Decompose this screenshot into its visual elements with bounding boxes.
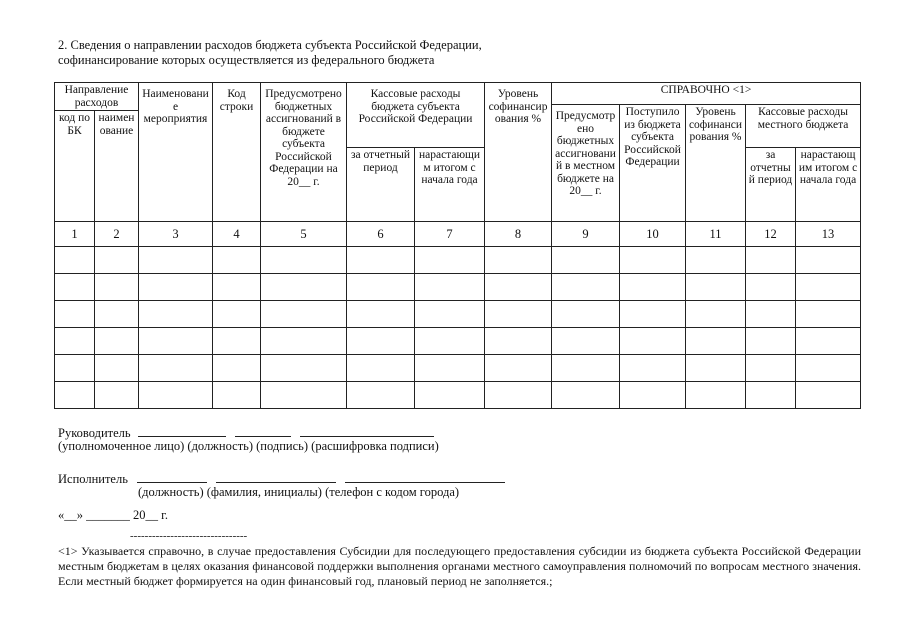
table-cell[interactable]: [552, 328, 620, 355]
header-line-code: Код строки: [213, 83, 261, 222]
table-cell[interactable]: [620, 247, 686, 274]
table-cell[interactable]: [139, 274, 213, 301]
table-cell[interactable]: [139, 328, 213, 355]
table-cell[interactable]: [686, 355, 746, 382]
column-number: 12: [746, 222, 796, 247]
table-cell[interactable]: [485, 301, 552, 328]
head-caption: (уполномоченное лицо) (должность) (подпись) (расшифровка подписи): [58, 439, 439, 453]
table-cell[interactable]: [415, 247, 485, 274]
table-cell[interactable]: [485, 247, 552, 274]
header-cumulative: нарастающим итогом с начала года: [415, 148, 485, 222]
table-cell[interactable]: [552, 355, 620, 382]
table-cell[interactable]: [746, 301, 796, 328]
table-cell[interactable]: [746, 274, 796, 301]
column-number: 7: [415, 222, 485, 247]
table-cell[interactable]: [485, 382, 552, 409]
table-cell[interactable]: [55, 274, 95, 301]
footnote-text: <1> Указывается справочно, в случае предоставления Субсидии для последующего предоставления субсидии из бюджета субъекта Российской Федерации местным бюджетам в целях оказания финансовой поддержки выполнения органами местного самоуправления полномочий по вопросам местного значения. Если местный бюджет формируется на один финансовый год, плановый период не заполняется.;: [58, 544, 861, 588]
column-number: 6: [347, 222, 415, 247]
table-row: [55, 355, 861, 382]
table-cell[interactable]: [95, 301, 139, 328]
table-cell[interactable]: [686, 274, 746, 301]
table-cell[interactable]: [95, 247, 139, 274]
column-number: 10: [620, 222, 686, 247]
column-number: 3: [139, 222, 213, 247]
table-cell[interactable]: [347, 301, 415, 328]
table-cell[interactable]: [620, 382, 686, 409]
date-line: «__» _______ 20__ г.: [58, 508, 168, 522]
header-cash-expenses-local: Кассовые расходы местного бюджета: [746, 105, 861, 148]
table-cell[interactable]: [415, 274, 485, 301]
table-cell[interactable]: [213, 301, 261, 328]
column-number: 1: [55, 222, 95, 247]
column-number: 8: [485, 222, 552, 247]
table-cell[interactable]: [746, 355, 796, 382]
header-planned-assignments: Предусмотрено бюджетных ассигнований в бюджете субъекта Российской Федерации на 20__ г.: [261, 83, 347, 222]
header-cumulative-local: нарастающим итогом с начала года: [796, 148, 861, 222]
head-label: Руководитель: [58, 426, 131, 440]
header-direction: Направление расходов: [55, 83, 139, 111]
table-row: [55, 328, 861, 355]
table-cell[interactable]: [55, 301, 95, 328]
column-number: 4: [213, 222, 261, 247]
table-body: [55, 247, 861, 409]
table-cell[interactable]: [485, 328, 552, 355]
table-cell[interactable]: [347, 382, 415, 409]
table-cell[interactable]: [213, 355, 261, 382]
executor-label: Исполнитель: [58, 472, 128, 486]
header-cash-expenses-subject: Кассовые расходы бюджета субъекта Российской Федерации: [347, 83, 485, 148]
table-cell[interactable]: [746, 382, 796, 409]
header-received-from-subject: Поступило из бюджета субъекта Российской Федерации: [620, 105, 686, 222]
table-cell[interactable]: [139, 355, 213, 382]
table-cell[interactable]: [620, 274, 686, 301]
table-cell[interactable]: [686, 247, 746, 274]
table-cell[interactable]: [139, 301, 213, 328]
table-cell[interactable]: [261, 247, 347, 274]
table-cell[interactable]: [95, 274, 139, 301]
section-heading-line-2: софинансирование которых осуществляется из федерального бюджета: [58, 53, 435, 67]
table-cell[interactable]: [347, 355, 415, 382]
table-cell[interactable]: [552, 382, 620, 409]
table-cell[interactable]: [95, 382, 139, 409]
header-event-name: Наименование мероприятия: [139, 83, 213, 222]
table-cell[interactable]: [620, 355, 686, 382]
table-cell[interactable]: [796, 274, 861, 301]
table-cell[interactable]: [261, 382, 347, 409]
table-cell[interactable]: [620, 301, 686, 328]
table-cell[interactable]: [95, 328, 139, 355]
table-cell[interactable]: [485, 274, 552, 301]
table-row: [55, 274, 861, 301]
table-cell[interactable]: [796, 355, 861, 382]
executor-name-line: [216, 470, 336, 483]
head-name-line: [300, 424, 434, 437]
table-cell[interactable]: [415, 382, 485, 409]
table-cell[interactable]: [620, 328, 686, 355]
header-code-bk: код по БК: [55, 111, 95, 222]
table-cell[interactable]: [55, 355, 95, 382]
table-cell[interactable]: [415, 328, 485, 355]
table-cell[interactable]: [139, 382, 213, 409]
header-reference: СПРАВОЧНО <1>: [552, 83, 861, 105]
executor-position-line: [137, 470, 207, 483]
table-row: [55, 301, 861, 328]
table-cell[interactable]: [796, 382, 861, 409]
table-cell[interactable]: [347, 328, 415, 355]
column-number: 5: [261, 222, 347, 247]
head-signature-line: [235, 424, 291, 437]
table-cell[interactable]: [261, 355, 347, 382]
header-planned-local: Предусмотрено бюджетных ассигнований в местном бюджете на 20__ г.: [552, 105, 620, 222]
table-cell[interactable]: [213, 247, 261, 274]
column-number: 9: [552, 222, 620, 247]
table-cell[interactable]: [415, 355, 485, 382]
header-cofinancing-level: Уровень софинансирования %: [485, 83, 552, 222]
column-number: 11: [686, 222, 746, 247]
executor-caption: (должность) (фамилия, инициалы) (телефон с кодом города): [138, 485, 460, 499]
column-number: 13: [796, 222, 861, 247]
table-cell[interactable]: [552, 247, 620, 274]
header-name: наименование: [95, 111, 139, 222]
table-cell[interactable]: [213, 382, 261, 409]
executor-phone-line: [345, 470, 505, 483]
table-cell[interactable]: [796, 247, 861, 274]
table-row: [55, 382, 861, 409]
table-row: [55, 247, 861, 274]
table-cell[interactable]: [261, 301, 347, 328]
table-cell[interactable]: [347, 274, 415, 301]
table-cell[interactable]: [139, 247, 213, 274]
table-cell[interactable]: [552, 301, 620, 328]
table-cell[interactable]: [55, 328, 95, 355]
table-cell[interactable]: [746, 247, 796, 274]
header-cofinancing-level-local: Уровень софинансирования %: [686, 105, 746, 222]
table-cell[interactable]: [415, 301, 485, 328]
table-cell[interactable]: [95, 355, 139, 382]
section-heading: [58, 38, 482, 68]
table-cell[interactable]: [552, 274, 620, 301]
table-cell[interactable]: [686, 328, 746, 355]
table-cell[interactable]: [261, 328, 347, 355]
table-cell[interactable]: [686, 301, 746, 328]
head-position-line: [138, 424, 226, 437]
table-cell[interactable]: [213, 328, 261, 355]
header-for-period: за отчетный период: [347, 148, 415, 222]
table-cell[interactable]: [347, 247, 415, 274]
section-heading-line-1: 2. Сведения о направлении расходов бюджета субъекта Российской Федерации,: [58, 38, 482, 52]
table-cell[interactable]: [686, 382, 746, 409]
table-cell[interactable]: [55, 247, 95, 274]
table-cell[interactable]: [261, 274, 347, 301]
table-cell[interactable]: [746, 328, 796, 355]
table-cell[interactable]: [485, 355, 552, 382]
expenses-table: [54, 82, 861, 409]
column-number: 2: [95, 222, 139, 247]
table-cell[interactable]: [796, 301, 861, 328]
table-cell[interactable]: [55, 382, 95, 409]
table-cell[interactable]: [213, 274, 261, 301]
table-cell[interactable]: [796, 328, 861, 355]
footnote-separator: --------------------------------: [130, 530, 248, 542]
column-number-row: [55, 222, 861, 247]
header-for-period-local: за отчетный период: [746, 148, 796, 222]
